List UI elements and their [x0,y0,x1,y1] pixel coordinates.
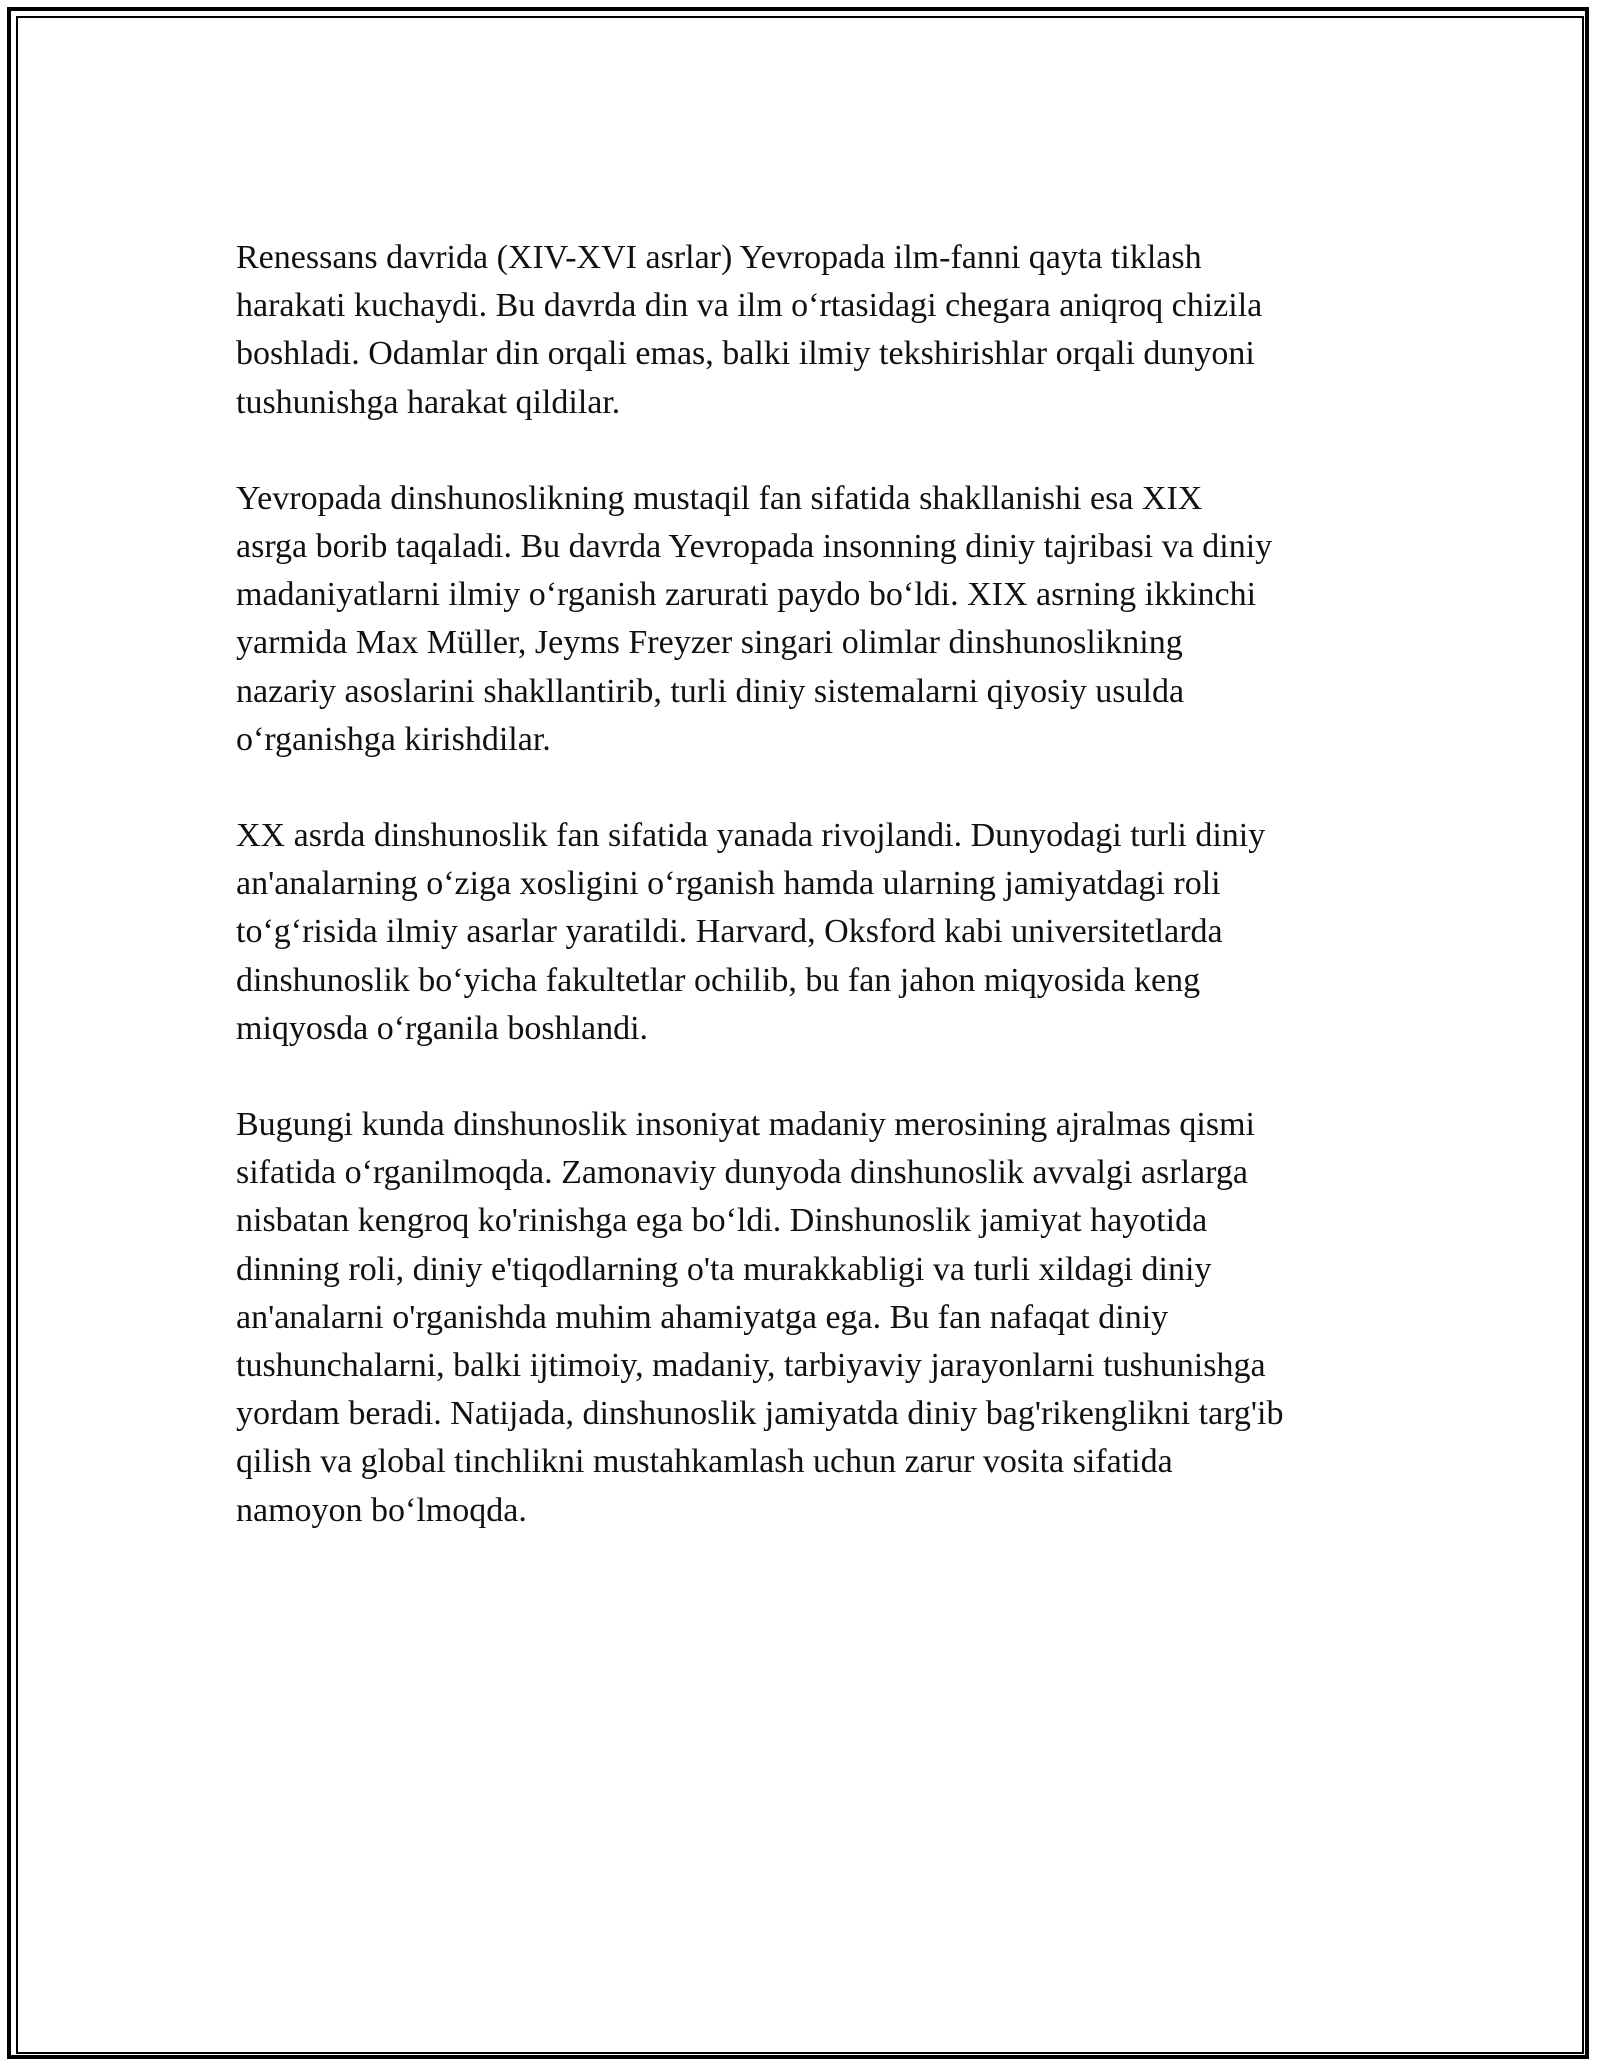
paragraph-renaissance [236,234,1396,427]
text-line: an'analarning o‘ziga xosligini o‘rganish hamda ularning jamiyatdagi roli [236,865,1221,903]
text-line: madaniyatlarni ilmiy o‘rganish zarurati paydo bo‘ldi. XIX asrning ikkinchi [236,576,1257,614]
text-line: tushunchalarni, balki ijtimoiy, madaniy, tarbiyaviy jarayonlarni tushunishga [236,1347,1266,1385]
text-line: an'analarni o'rganishda muhim ahamiyatga ega. Bu fan nafaqat diniy [236,1298,1169,1336]
text-line: nazariy asoslarini shakllantirib, turli diniy sistemalarni qiyosiy usulda [236,672,1185,710]
text-line: namoyon bo‘lmoqda. [236,1491,527,1529]
text-line: Renessans davrida (XIV-XVI asrlar) Yevropada ilm-fanni qayta tiklash [236,239,1202,276]
text-line: sifatida o‘rganilmoqda. Zamonaviy dunyoda dinshunoslik avvalgi asrlarga [236,1154,1248,1192]
document-body [236,234,1396,1583]
text-line: to‘g‘risida ilmiy asarlar yaratildi. Harvard, Oksford kabi universitetlarda [236,913,1223,951]
text-line: dinning roli, diniy e'tiqodlarning o'ta murakkabligi va turli xildagi diniy [236,1250,1212,1288]
text-line: XX asrda dinshunoslik fan sifatida yanada rivojlandi. Dunyodagi turli diniy [236,817,1266,855]
text-line: qilish va global tinchlikni mustahkamlash uchun zarur vosita sifatida [236,1443,1173,1481]
text-line: dinshunoslik bo‘yicha fakultetlar ochilib, bu fan jahon miqyosida keng [236,961,1201,999]
text-line: yordam beradi. Natijada, dinshunoslik jamiyatda diniy bag'rikenglikni targ'ib [236,1395,1284,1433]
text-line: tushunishga harakat qildilar. [236,383,621,421]
text-line: boshladi. Odamlar din orqali emas, balki ilmiy tekshirishlar orqali dunyoni [236,335,1255,373]
text-line: Yevropada dinshunoslikning mustaqil fan sifatida shakllanishi esa XIX [236,479,1203,517]
text-line: nisbatan kengroq ko'rinishga ega bo‘ldi. Dinshunoslik jamiyat hayotida [236,1202,1208,1240]
text-line: o‘rganishga kirishdilar. [236,720,551,758]
paragraph-today [236,1101,1396,1535]
text-line: Bugungi kunda dinshunoslik insoniyat madaniy merosining ajralmas qismi [236,1106,1255,1144]
text-line: miqyosda o‘rganila boshlandi. [236,1009,649,1047]
paragraph-nineteenth-century [236,475,1396,764]
text-line: harakati kuchaydi. Bu davrda din va ilm o‘rtasidagi chegara aniqroq chizila [236,287,1263,325]
text-line: yarmida Max Müller, Jeyms Freyzer singari olimlar dinshunoslikning [236,624,1183,662]
paragraph-twentieth-century [236,812,1396,1053]
text-line: asrga borib taqaladi. Bu davrda Yevropada insonning diniy tajribasi va diniy [236,528,1273,566]
